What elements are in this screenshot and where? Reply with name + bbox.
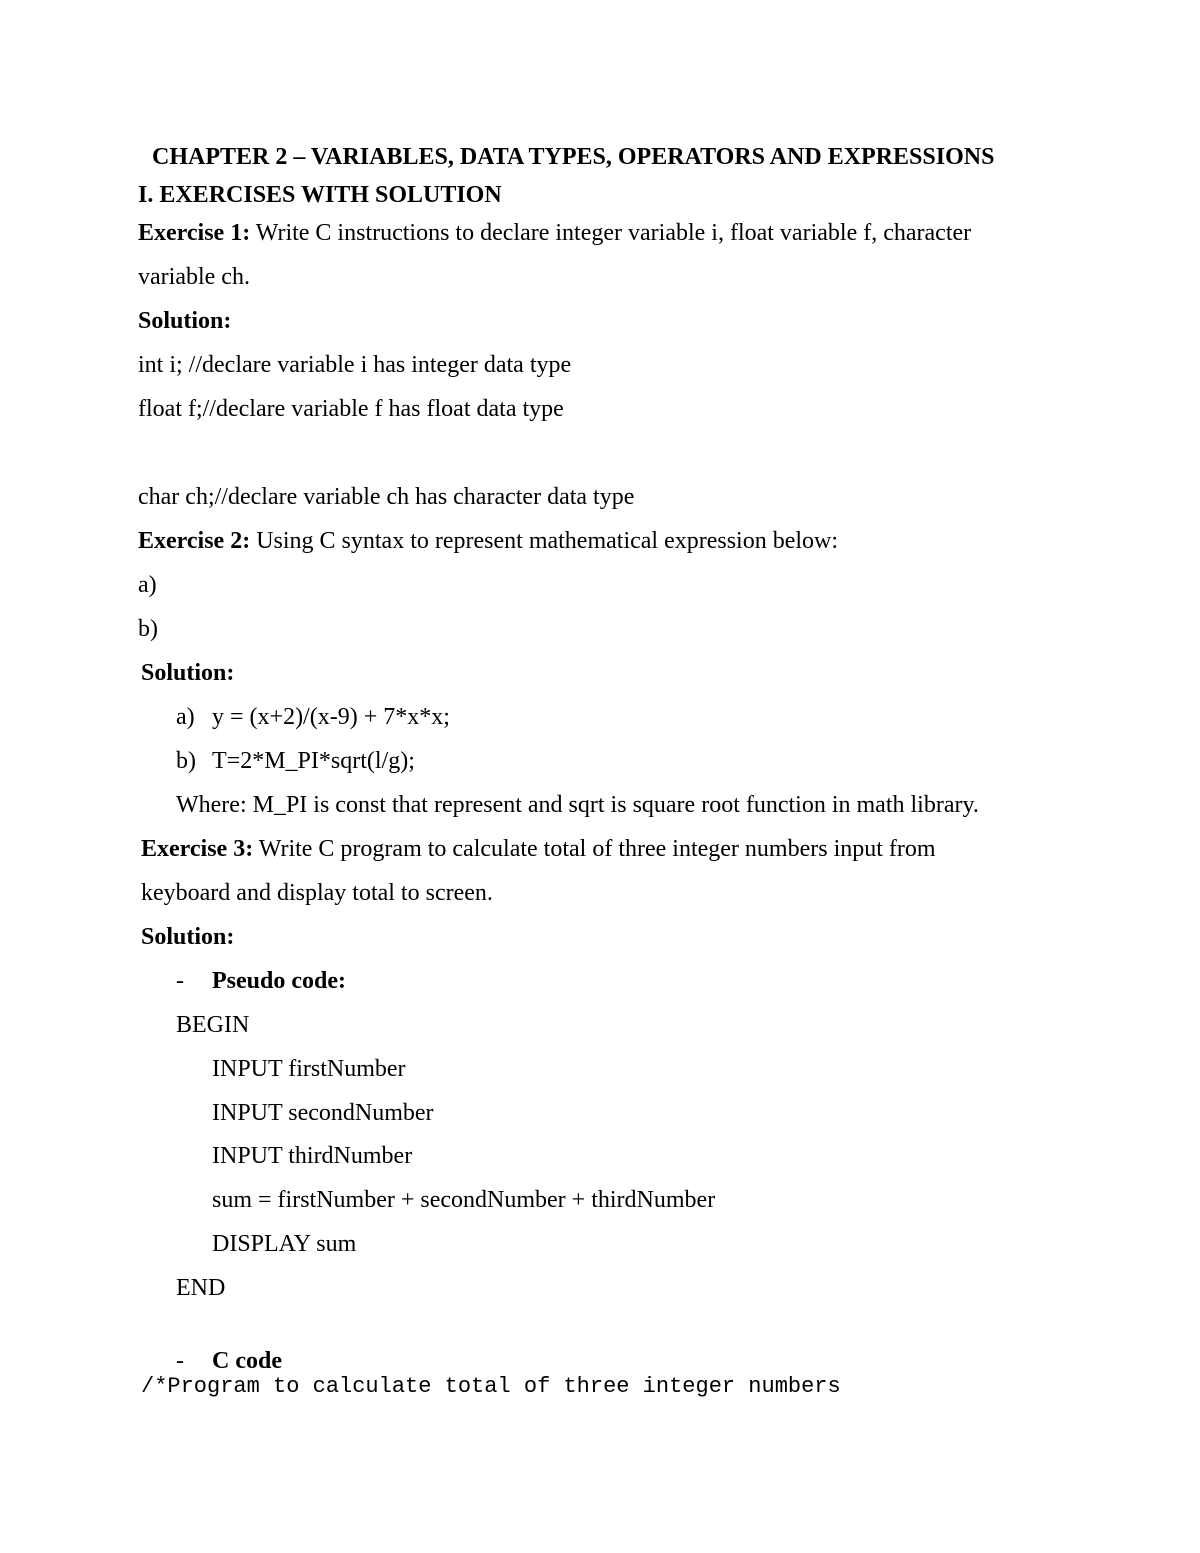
exercise-3-solution-label: Solution: <box>141 924 235 950</box>
section-title: I. EXERCISES WITH SOLUTION <box>138 182 502 208</box>
pseudo-line: DISPLAY sum <box>212 1231 357 1257</box>
exercise-1-solution-label: Solution: <box>138 308 232 334</box>
solution-a: y = (x+2)/(x-9) + 7*x*x; <box>212 704 450 730</box>
where-note: Where: M_PI is const that represent and sqrt is square root function in math library. <box>176 792 979 818</box>
solution-a-marker: a) <box>176 704 195 730</box>
exercise-1-text-cont: variable ch. <box>138 264 250 290</box>
exercise-2-prompt <box>138 526 838 556</box>
solution-b: T=2*M_PI*sqrt(l/g); <box>212 748 415 774</box>
c-code-label: C code <box>212 1348 282 1374</box>
exercise-2-item-b: b) <box>138 616 158 642</box>
exercise-3-label: Exercise 3: <box>141 836 254 862</box>
pseudo-line: INPUT secondNumber <box>212 1100 434 1126</box>
code-line: float f;//declare variable f has float data type <box>138 396 564 422</box>
exercise-1-prompt <box>138 218 971 248</box>
exercise-2-label: Exercise 2: <box>138 528 251 554</box>
exercise-3-text: Write C program to calculate total of three integer numbers input from <box>253 836 936 862</box>
chapter-title: CHAPTER 2 – VARIABLES, DATA TYPES, OPERATORS AND EXPRESSIONS <box>152 144 995 170</box>
exercise-2-text: Using C syntax to represent mathematical expression below: <box>250 528 839 554</box>
exercise-1-label: Exercise 1: <box>138 220 251 246</box>
bullet-dash: - <box>176 968 184 994</box>
exercise-2-item-a: a) <box>138 572 157 598</box>
exercise-2-solution-label: Solution: <box>141 660 235 686</box>
exercise-3-text-cont: keyboard and display total to screen. <box>141 880 493 906</box>
pseudo-line: sum = firstNumber + secondNumber + thirdNumber <box>212 1187 716 1213</box>
exercise-1-text: Write C instructions to declare integer variable i, float variable f, character <box>250 220 972 246</box>
exercise-3-prompt <box>141 834 936 864</box>
bullet-dash: - <box>176 1348 184 1374</box>
pseudo-begin: BEGIN <box>176 1012 250 1038</box>
code-line: char ch;//declare variable ch has character data type <box>138 484 635 510</box>
pseudo-line: INPUT firstNumber <box>212 1056 406 1082</box>
pseudo-code-label: Pseudo code: <box>212 968 346 994</box>
solution-b-marker: b) <box>176 748 196 774</box>
code-line: int i; //declare variable i has integer data type <box>138 352 572 378</box>
pseudo-line: INPUT thirdNumber <box>212 1143 413 1169</box>
pseudo-end: END <box>176 1275 226 1301</box>
c-code-line: /*Program to calculate total of three integer numbers <box>141 1374 841 1399</box>
